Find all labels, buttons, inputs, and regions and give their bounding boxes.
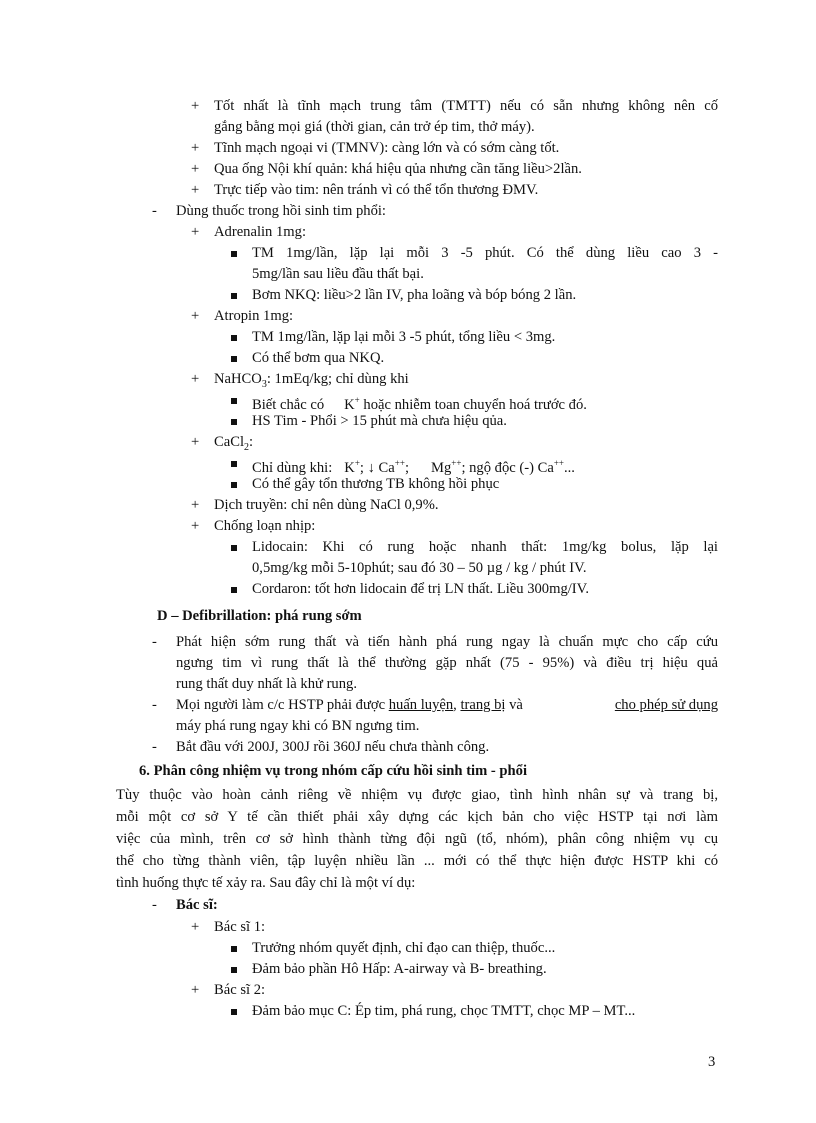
- plus-marker: +: [191, 308, 200, 324]
- dash-marker: -: [152, 203, 157, 219]
- doctor-2-bullet-1: Đảm bảo mục C: Ép tim, phá rung, chọc TMTT, chọc MP – MT...: [252, 1003, 636, 1019]
- doctors-heading: Bác sĩ:: [176, 897, 218, 913]
- infusion-item: Dịch truyền: chỉ nên dùng NaCl 0,9%.: [214, 497, 439, 513]
- cacl2-title: CaCl$_2$:: [214, 434, 254, 453]
- plus-marker: +: [191, 982, 200, 998]
- square-bullet-icon: [231, 545, 237, 551]
- plus-marker: +: [191, 98, 200, 114]
- cacl2-bullet-1: Chỉ dùng khi: K+; ↓ Ca++; Mg++; ngộ độc (-) Ca++...: [252, 458, 575, 476]
- section-d-para-1-line-3: rung thất duy nhất là khử rung.: [176, 676, 357, 692]
- doctor-2-title: Bác sĩ 2:: [214, 982, 266, 998]
- adrenalin-bullet-2: Bơm NKQ: liều>2 lần IV, pha loãng và bóp bóng 2 lần.: [252, 287, 577, 303]
- drugs-heading: Dùng thuốc trong hồi sinh tim phổi:: [176, 203, 386, 219]
- plus-marker: +: [191, 161, 200, 177]
- section-d-para-2-line-2: máy phá rung ngay khi có BN ngưng tim.: [176, 718, 420, 734]
- access-route-2: Tĩnh mạch ngoại vi (TMNV): càng lớn và có sớm càng tốt.: [214, 140, 560, 156]
- plus-marker: +: [191, 140, 200, 156]
- adrenalin-bullet-1-line-1: TM 1mg/lần, lặp lại mỗi 3 -5 phút. Có thể dùng liều cao 3 -: [252, 245, 718, 261]
- dash-marker: -: [152, 697, 157, 713]
- nahco3-title: NaHCO$_3$: 1mEq/kg; chỉ dùng khi: [214, 371, 409, 390]
- doctor-1-bullet-1: Trưởng nhóm quyết định, chỉ đạo can thiệp, thuốc...: [252, 940, 556, 956]
- cacl2-bullet-2: Có thể gây tổn thương TB không hồi phục: [252, 476, 500, 492]
- square-bullet-icon: [231, 482, 237, 488]
- access-route-3: Qua ống Nội khí quản: khá hiệu qủa nhưng cần tăng liều>2lần.: [214, 161, 582, 177]
- section-d-para-2-line-1: Mọi người làm c/c HSTP phải được huấn luyện, trang bị và cho phép sử dụng: [176, 697, 718, 713]
- dash-marker: -: [152, 739, 157, 755]
- doctor-1-bullet-2: Đảm bảo phần Hô Hấp: A-airway và B- breathing.: [252, 961, 547, 977]
- antiarrhythmic-bullet-1-line-2: 0,5mg/kg mỗi 5-10phút; sau đó 30 – 50 µg / kg / phút IV.: [252, 560, 587, 576]
- adrenalin-bullet-1-line-2: 5mg/lần sau liều đầu thất bại.: [252, 266, 424, 282]
- square-bullet-icon: [231, 398, 237, 404]
- section-d-para-1-line-1: Phát hiện sớm rung thất và tiến hành phá rung ngay là chuẩn mực cho cấp cứu: [176, 634, 718, 650]
- section-6-para-line-4: thể cho từng thành viên, tập luyện nhiều lần ... mới có thể thực hiện được HSTP khi có: [116, 853, 718, 869]
- section-6-para-line-2: mỗi một cơ sở Y tế cần thiết phải xây dựng các kịch bản cho việc HSTP tại nơi làm: [116, 809, 718, 825]
- section-d-para-1-line-2: ngưng tim vì rung thất là thể thường gặp nhất (75 - 95%) và điều trị hiệu quả: [176, 655, 718, 671]
- antiarrhythmic-title: Chống loạn nhịp:: [214, 518, 316, 534]
- square-bullet-icon: [231, 419, 237, 425]
- square-bullet-icon: [231, 967, 237, 973]
- access-route-1-line-2: gắng bằng mọi giá (thời gian, cản trở ép tim, thở máy).: [214, 119, 535, 135]
- atropin-bullet-2: Có thể bơm qua NKQ.: [252, 350, 385, 366]
- access-route-1-line-1: Tốt nhất là tĩnh mạch trung tâm (TMTT) nếu có sẵn nhưng không nên cố: [214, 98, 718, 114]
- square-bullet-icon: [231, 335, 237, 341]
- nahco3-bullet-1: Biết chắc có K+ hoặc nhiễm toan chuyển hoá trước đó.: [252, 395, 587, 413]
- plus-marker: +: [191, 434, 200, 450]
- square-bullet-icon: [231, 251, 237, 257]
- section-d-heading: D – Defibrillation: phá rung sớm: [157, 608, 362, 624]
- dash-marker: -: [152, 634, 157, 650]
- section-6-para-line-1: Tùy thuộc vào hoàn cảnh riêng về nhiệm vụ được giao, tình hình nhân sự và trang bị,: [116, 787, 718, 803]
- plus-marker: +: [191, 518, 200, 534]
- adrenalin-title: Adrenalin 1mg:: [214, 224, 307, 240]
- square-bullet-icon: [231, 356, 237, 362]
- section-6-para-line-5: tình huống thực tế xảy ra. Sau đây chỉ là một ví dụ:: [116, 875, 416, 891]
- square-bullet-icon: [231, 461, 237, 467]
- square-bullet-icon: [231, 293, 237, 299]
- nahco3-bullet-2: HS Tim - Phổi > 15 phút mà chưa hiệu qủa.: [252, 413, 507, 429]
- page-number: 3: [708, 1054, 716, 1070]
- access-route-4: Trực tiếp vào tim: nên tránh vì có thể tổn thương ĐMV.: [214, 182, 539, 198]
- square-bullet-icon: [231, 1009, 237, 1015]
- atropin-bullet-1: TM 1mg/lần, lặp lại mỗi 3 -5 phút, tổng liều < 3mg.: [252, 329, 556, 345]
- atropin-title: Atropin 1mg:: [214, 308, 294, 324]
- antiarrhythmic-bullet-2: Cordaron: tốt hơn lidocain để trị LN thất. Liều 300mg/IV.: [252, 581, 589, 597]
- section-6-para-line-3: việc của mình, trên cơ sở hình thành từng đội ngũ (tổ, nhóm), phân công nhiệm vụ cụ: [116, 831, 718, 847]
- section-6-heading: 6. Phân công nhiệm vụ trong nhóm cấp cứu hồi sinh tim - phổi: [139, 763, 528, 779]
- square-bullet-icon: [231, 587, 237, 593]
- dash-marker: -: [152, 897, 157, 913]
- plus-marker: +: [191, 497, 200, 513]
- square-bullet-icon: [231, 946, 237, 952]
- plus-marker: +: [191, 182, 200, 198]
- doctor-1-title: Bác sĩ 1:: [214, 919, 266, 935]
- plus-marker: +: [191, 919, 200, 935]
- section-d-para-3: Bắt đầu với 200J, 300J rồi 360J nếu chưa thành công.: [176, 739, 490, 755]
- antiarrhythmic-bullet-1-line-1: Lidocain: Khi có rung hoặc nhanh thất: 1mg/kg bolus, lặp lại: [252, 539, 718, 555]
- plus-marker: +: [191, 224, 200, 240]
- plus-marker: +: [191, 371, 200, 387]
